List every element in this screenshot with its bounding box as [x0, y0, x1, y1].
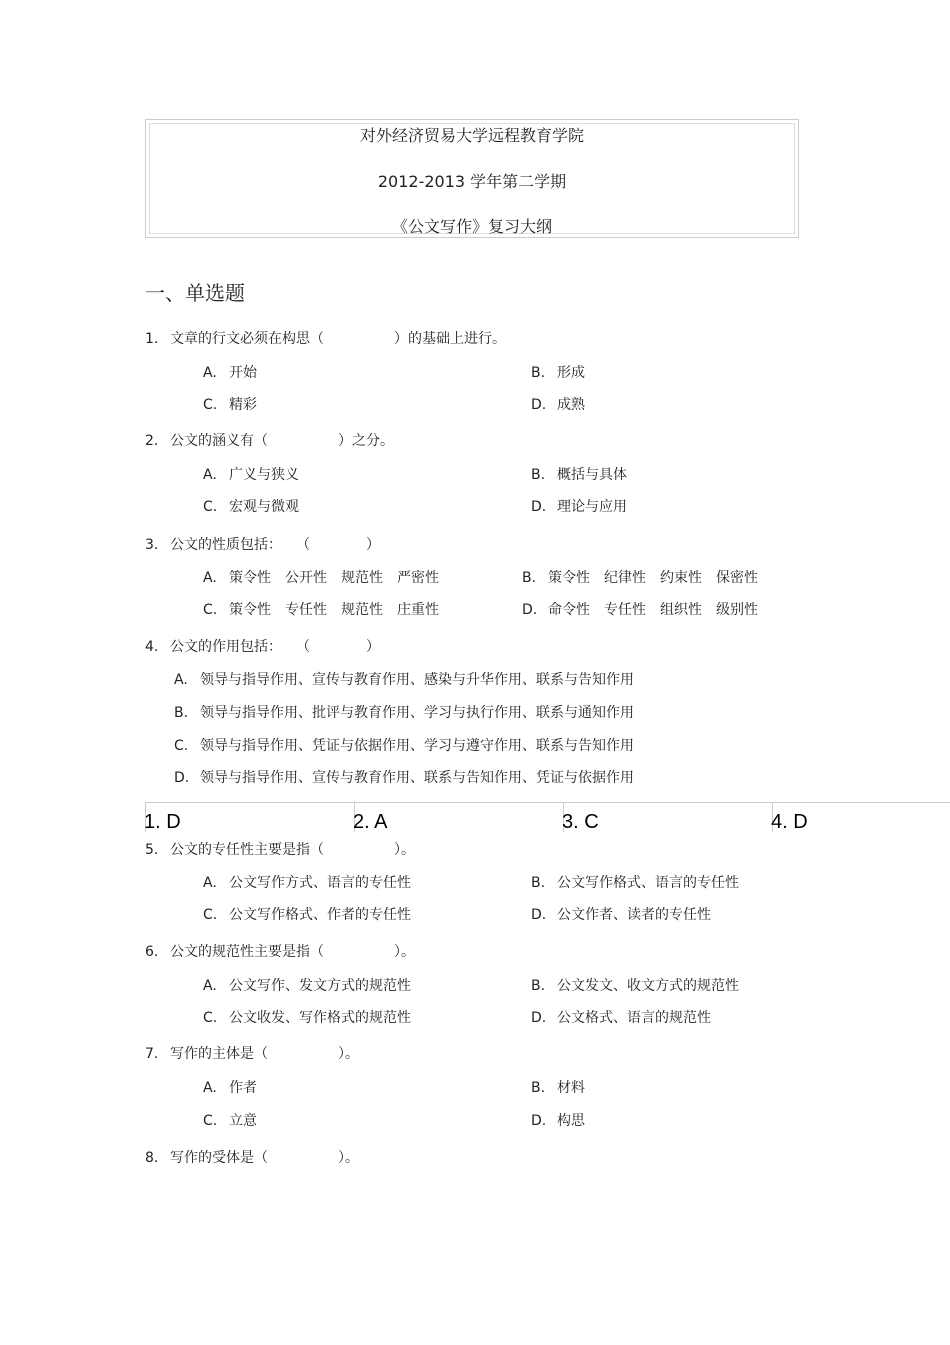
option-3c: C. 策令性 专任性 规范性 庄重性: [203, 602, 439, 618]
outline-title: 《公文写作》复习大纲: [391, 217, 552, 236]
question-4: [145, 636, 380, 656]
option-5b: B. 公文写作格式、语言的专任性: [531, 875, 739, 891]
question-text: 公文的作用包括： （ ）: [170, 639, 380, 655]
question-text: 文章的行文必须在构思（ ）的基础上进行。: [170, 331, 506, 347]
option-6b: B. 公文发文、收文方式的规范性: [531, 978, 739, 994]
option-2b: B. 概括与具体: [531, 467, 627, 483]
option-3a: A. 策令性 公开性 规范性 严密性: [203, 570, 439, 586]
option-3b: B. 策令性 纪律性 约束性 保密性: [522, 570, 758, 586]
question-6: [145, 941, 415, 961]
question-number: 5.: [145, 842, 159, 858]
question-text: 公文的规范性主要是指（ ）。: [170, 944, 415, 960]
term-title: 2012-2013 学年第二学期: [377, 172, 567, 191]
question-2: [145, 430, 394, 450]
question-text: 公文的性质包括： （ ）: [170, 537, 380, 553]
question-7: [145, 1043, 359, 1063]
question-text: 公文的专任性主要是指（ ）。: [170, 842, 415, 858]
option-4b: B. 领导与指导作用、批评与教育作用、学习与执行作用、联系与通知作用: [174, 705, 634, 721]
option-7d: D. 构思: [531, 1113, 585, 1129]
option-6c: C. 公文收发、写作格式的规范性: [203, 1010, 411, 1026]
answer-cell-4: 4. D: [772, 802, 950, 832]
question-1: [145, 328, 506, 348]
question-text: 写作的主体是（ ）。: [170, 1046, 359, 1062]
section-title: 一、单选题: [145, 281, 245, 305]
answer-cell-1: 1. D: [145, 802, 354, 832]
question-number: 4.: [145, 639, 159, 655]
option-6d: D. 公文格式、语言的规范性: [531, 1010, 711, 1026]
option-1a: A. 开始: [203, 365, 257, 381]
question-number: 8.: [145, 1150, 159, 1166]
option-3d: D. 命令性 专任性 组织性 级别性: [522, 602, 758, 618]
option-2d: D. 理论与应用: [531, 499, 627, 515]
answer-cell-3: 3. C: [563, 802, 772, 832]
option-7b: B. 材料: [531, 1080, 585, 1096]
question-number: 3.: [145, 537, 159, 553]
option-7c: C. 立意: [203, 1113, 257, 1129]
option-5a: A. 公文写作方式、语言的专任性: [203, 875, 411, 891]
question-number: 6.: [145, 944, 159, 960]
question-text: 公文的涵义有（ ）之分。: [170, 433, 394, 449]
answer-cell-2: 2. A: [354, 802, 563, 832]
option-2a: A. 广义与狭义: [203, 467, 299, 483]
option-4c: C. 领导与指导作用、凭证与依据作用、学习与遵守作用、联系与告知作用: [174, 738, 634, 754]
answer-row: [145, 802, 950, 834]
option-6a: A. 公文写作、发文方式的规范性: [203, 978, 411, 994]
option-5c: C. 公文写作格式、作者的专任性: [203, 907, 411, 923]
option-7a: A. 作者: [203, 1080, 257, 1096]
option-2c: C. 宏观与微观: [203, 499, 299, 515]
question-text: 写作的受体是（ ）。: [170, 1150, 359, 1166]
option-1c: C. 精彩: [203, 397, 257, 413]
option-4d: D. 领导与指导作用、宣传与教育作用、联系与告知作用、凭证与依据作用: [174, 770, 634, 786]
question-5: [145, 839, 415, 859]
header-box: [145, 119, 799, 238]
question-number: 1.: [145, 331, 159, 347]
question-8: [145, 1147, 359, 1167]
school-title: 对外经济贸易大学远程教育学院: [359, 126, 584, 145]
question-number: 2.: [145, 433, 159, 449]
option-1d: D. 成熟: [531, 397, 585, 413]
option-1b: B. 形成: [531, 365, 585, 381]
question-3: [145, 534, 380, 554]
question-number: 7.: [145, 1046, 159, 1062]
option-4a: A. 领导与指导作用、宣传与教育作用、感染与升华作用、联系与告知作用: [174, 672, 634, 688]
option-5d: D. 公文作者、读者的专任性: [531, 907, 711, 923]
